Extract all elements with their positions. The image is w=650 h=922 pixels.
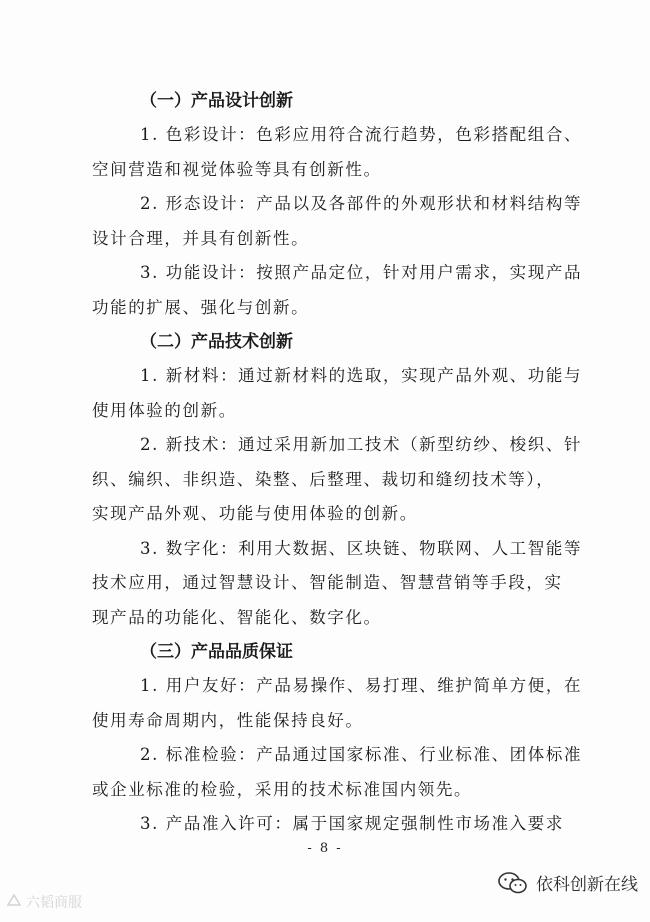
paragraph	[92, 359, 583, 428]
paragraph	[92, 532, 583, 636]
text-line: 或企业标准的检验，采用的技术标准国内领先。	[92, 779, 473, 799]
paragraph	[92, 428, 583, 532]
text-line: 技术应用，通过智慧设计、智能制造、智慧营销等手段，实	[92, 573, 563, 592]
paragraph	[92, 738, 583, 807]
text-line: 2. 标准检验：产品通过国家标准、行业标准、团体标准	[140, 745, 583, 764]
text-line: 1. 色彩设计：色彩应用符合流行趋势，色彩搭配组合、	[140, 125, 583, 144]
text-line: 3. 数字化：利用大数据、区块链、物联网、人工智能等	[140, 538, 583, 558]
text-line: 2. 新技术：通过采用新加工技术（新型纺纱、梭织、针	[140, 435, 583, 454]
section-heading: （三）产品品质保证	[140, 642, 293, 662]
text-line: 3. 产品准入许可：属于国家规定强制性市场准入要求	[140, 814, 564, 833]
text-line: 3. 功能设计：按照产品定位，针对用户需求，实现产品	[140, 263, 583, 282]
watermark-right	[498, 870, 638, 895]
text-line: 1. 用户友好：产品易操作、易打理、维护简单方便，在	[140, 676, 583, 695]
section-heading: （二）产品技术创新	[140, 332, 293, 352]
paragraph	[92, 807, 562, 842]
text-line: 使用寿命周期内，性能保持良好。	[92, 710, 364, 730]
text-line: 使用体验的创新。	[92, 400, 237, 420]
text-line: 实现产品外观、功能与使用体验的创新。	[92, 504, 418, 523]
text-line: 设计合理，并具有创新性。	[92, 228, 310, 248]
text-line: 2. 形态设计：产品以及各部件的外观形状和材料结构等	[140, 194, 583, 213]
text-line: 织、编织、非织造、染整、后整理、裁切和缝纫技术等），	[92, 469, 555, 489]
page-number: - 8 -	[307, 841, 343, 856]
watermark-logo-icon	[6, 893, 22, 911]
section-heading: （一）产品设计创新	[140, 91, 293, 111]
wechat-icon	[498, 871, 528, 895]
watermark-left-text: 六韬商服	[26, 895, 82, 911]
paragraph	[92, 256, 583, 325]
text-line: 现产品的功能化、智能化、数字化。	[92, 607, 382, 627]
paragraph	[92, 118, 583, 187]
text-line: 1. 新材料：通过新材料的选取，实现产品外观、功能与	[140, 366, 583, 385]
paragraph	[92, 669, 583, 738]
text-line: 空间营造和视觉体验等具有创新性。	[92, 159, 382, 179]
text-line: 功能的扩展、强化与创新。	[92, 297, 310, 317]
watermark-right-text: 依科创新在线	[536, 875, 638, 895]
paragraph	[92, 187, 583, 256]
document-body	[92, 84, 583, 842]
watermark-left	[6, 892, 82, 912]
